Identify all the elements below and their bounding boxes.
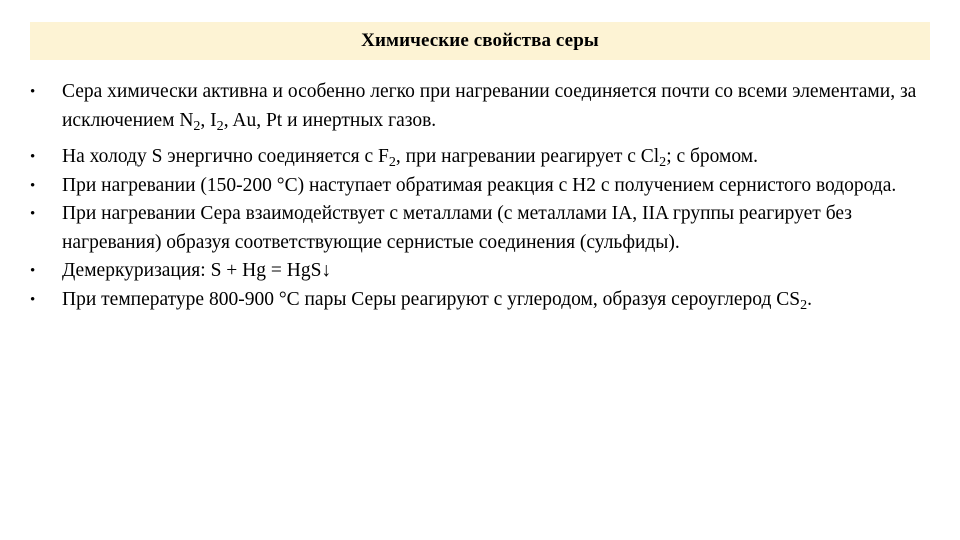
bullet-text [62, 260, 331, 281]
bullet-text [62, 288, 813, 313]
bullet-list [30, 78, 935, 314]
bullet-text [62, 175, 896, 196]
text-run: ; с бромом. [666, 146, 758, 167]
bullet-item [30, 78, 935, 135]
text-run: При нагревании (150-200 °С) наступает обратимая реакция с Н2 с получением сернистого водорода. [62, 174, 897, 196]
text-run: , I [200, 109, 217, 131]
bullet-dot-icon: • [30, 291, 36, 308]
text-run: Демеркуризация: S + Hg = HgS↓ [62, 260, 332, 281]
text-run: , Au, Pt и инертных газов. [223, 109, 437, 131]
bullet-dot-icon: • [30, 263, 36, 279]
bullet-dot-icon: • [30, 177, 36, 194]
text-run: На холоду S энергично соединяется с F [62, 146, 389, 167]
slide-title: Химические свойства серы [361, 30, 599, 51]
bullet-dot-icon: • [30, 149, 36, 165]
subscript: 2 [388, 153, 396, 170]
subscript: 2 [216, 117, 224, 134]
text-run: , при нагревании реагирует с Cl [395, 146, 660, 167]
subscript: 2 [800, 296, 808, 313]
bullet-item [30, 172, 935, 201]
text-run: . [807, 288, 813, 310]
bullet-item [30, 257, 935, 286]
text-run: Сера химически активна и особенно легко при нагревании соединяется почти со всеми элементами, за исключением N [62, 81, 917, 131]
text-run: При температуре 800-900 °С пары Серы реагируют с углеродом, образуя сероуглерод CS [62, 288, 801, 310]
bullet-item [30, 143, 935, 172]
bullet-item [30, 286, 935, 315]
bullet-text [62, 81, 917, 134]
bullet-dot-icon: • [30, 84, 36, 100]
bullet-text [62, 203, 852, 253]
bullet-dot-icon: • [30, 206, 36, 222]
subscript: 2 [659, 153, 667, 170]
bullet-text [62, 146, 758, 170]
slide-title-bar [30, 22, 930, 60]
text-run: При нагревании Сера взаимодействует с металлами (с металлами IA, IIA группы реагирует без нагревания) образуя соответствующие сернистые соединения (сульфиды). [62, 203, 852, 253]
subscript: 2 [193, 117, 201, 134]
bullet-item [30, 200, 935, 257]
